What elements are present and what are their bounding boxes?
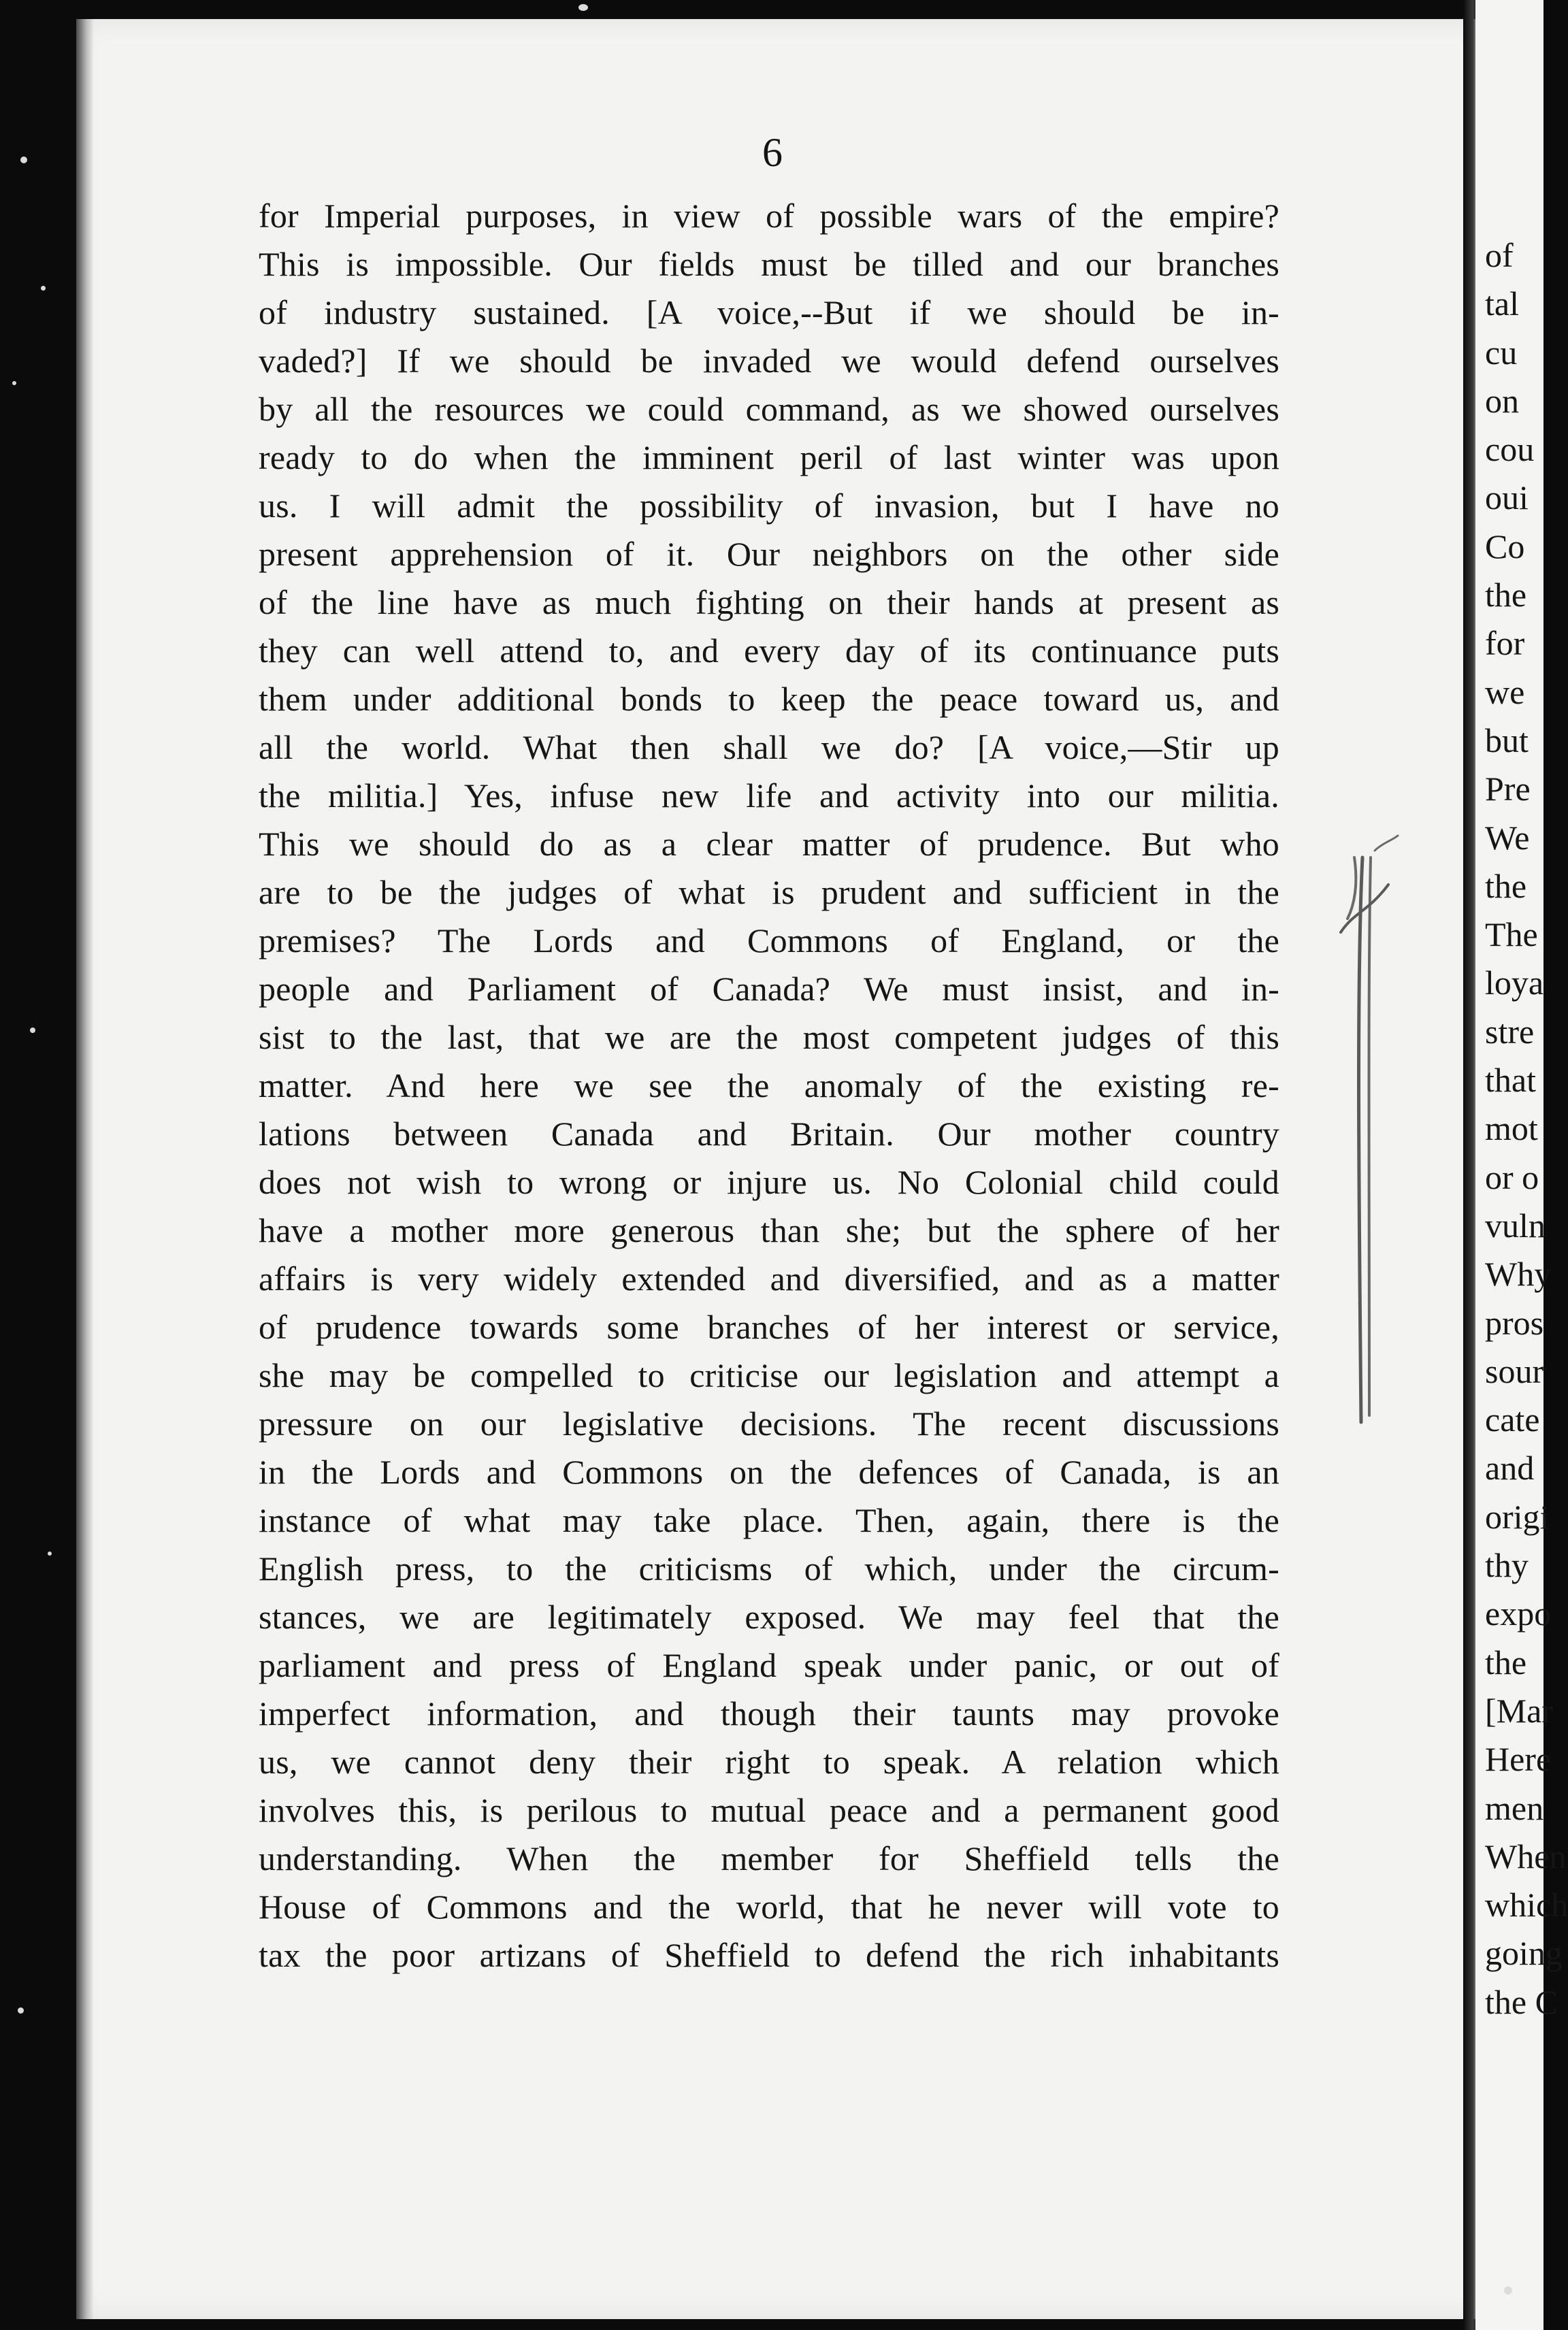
text-line: House of Commons and the world, that he never will vote to — [259, 1888, 1279, 1926]
text-line: This is impossible. Our fields must be tilled and our branches — [259, 245, 1279, 283]
dust-speck — [18, 2007, 24, 2014]
facing-line: the C — [1485, 1982, 1558, 2021]
facing-line: and — [1485, 1449, 1535, 1488]
facing-line: pros — [1485, 1303, 1544, 1342]
text-line: understanding. When the member for Sheffield tells the — [259, 1839, 1279, 1877]
text-line: all the world. What then shall we do? [A voice,—Stir up — [259, 728, 1279, 766]
facing-line: of — [1485, 236, 1514, 274]
facing-line: the — [1485, 866, 1527, 905]
text-line: imperfect information, and though their taunts may provoke — [259, 1694, 1279, 1733]
text-line: sist to the last, that we are the most competent judges of this — [259, 1018, 1279, 1056]
page-binding-shadow — [76, 19, 94, 2319]
text-line: stances, we are legitimately exposed. We may feel that the — [259, 1598, 1279, 1636]
facing-line: Pre — [1485, 770, 1531, 808]
facing-line: When — [1485, 1837, 1567, 1875]
text-line: she may be compelled to criticise our legislation and attempt a — [259, 1356, 1279, 1394]
facing-line: loya — [1485, 964, 1544, 1002]
text-line: they can well attend to, and every day of its continuance puts — [259, 631, 1279, 670]
dust-speck — [1504, 2286, 1512, 2295]
text-line: affairs is very widely extended and diversified, and as a matter — [259, 1260, 1279, 1298]
facing-line: we — [1485, 672, 1525, 711]
facing-line: on — [1485, 381, 1519, 420]
facing-line: but — [1485, 721, 1529, 759]
page-number: 6 — [762, 130, 783, 175]
dust-speck — [20, 157, 27, 163]
text-line: by all the resources we could command, as we showed ourselves — [259, 390, 1279, 428]
text-line: of prudence towards some branches of her interest or service, — [259, 1308, 1279, 1346]
text-line: English press, to the criticisms of which, under the circum- — [259, 1549, 1279, 1588]
text-line: in the Lords and Commons on the defences of Canada, is an — [259, 1453, 1279, 1491]
text-line: for Imperial purposes, in view of possible wars of the empire? — [259, 197, 1279, 235]
facing-line: tal — [1485, 284, 1519, 323]
facing-line: for — [1485, 624, 1525, 663]
text-line: tax the poor artizans of Sheffield to defend the rich inhabitants — [259, 1936, 1279, 1974]
facing-line: the — [1485, 576, 1527, 614]
facing-line: cate — [1485, 1400, 1540, 1439]
text-line: have a mother more generous than she; but the sphere of her — [259, 1211, 1279, 1249]
facing-line: that — [1485, 1061, 1536, 1100]
facing-line: Why — [1485, 1255, 1552, 1294]
text-line: involves this, is perilous to mutual peace and a permanent good — [259, 1791, 1279, 1829]
text-line: us. I will admit the possibility of invasion, but I have no — [259, 487, 1279, 525]
facing-line: which — [1485, 1886, 1568, 1924]
facing-page-text — [1485, 231, 1568, 2027]
facing-line: Co — [1485, 527, 1525, 565]
text-line: vaded?] If we should be invaded we would defend ourselves — [259, 342, 1279, 380]
text-line: the militia.] Yes, infuse new life and activity into our militia. — [259, 776, 1279, 815]
facing-line: Here — [1485, 1740, 1552, 1779]
text-line: are to be the judges of what is prudent and sufficient in the — [259, 873, 1279, 911]
body-text — [259, 192, 1279, 1980]
text-line: them under additional bonds to keep the peace toward us, and — [259, 680, 1279, 718]
facing-line: oui — [1485, 478, 1529, 517]
text-line: This we should do as a clear matter of prudence. But who — [259, 825, 1279, 863]
facing-line: mot — [1485, 1109, 1538, 1148]
facing-line: sour — [1485, 1351, 1544, 1390]
text-line: instance of what may take place. Then, again, there is the — [259, 1501, 1279, 1539]
text-line: of the line have as much fighting on their hands at present as — [259, 583, 1279, 621]
text-line: does not wish to wrong or injure us. No Colonial child could — [259, 1163, 1279, 1201]
facing-line: thy — [1485, 1546, 1529, 1585]
dust-speck — [41, 286, 46, 291]
dust-speck — [578, 4, 588, 11]
text-line: parliament and press of England speak under panic, or out of — [259, 1646, 1279, 1684]
pencil-margin-bracket — [1327, 830, 1409, 1429]
facing-line: [Mar — [1485, 1691, 1553, 1730]
facing-line: origi — [1485, 1497, 1550, 1536]
text-line: us, we cannot deny their right to speak. A relation which — [259, 1743, 1279, 1781]
text-line: ready to do when the imminent peril of last winter was upon — [259, 438, 1279, 476]
facing-line: vuln — [1485, 1206, 1546, 1245]
facing-line: The — [1485, 915, 1538, 954]
dust-speck — [30, 1028, 35, 1033]
facing-line: We — [1485, 818, 1530, 857]
text-line: of industry sustained. [A voice,--But if we should be in- — [259, 293, 1279, 331]
dust-speck — [48, 1552, 52, 1556]
dust-speck — [12, 381, 16, 385]
text-line: matter. And here we see the anomaly of the existing re- — [259, 1066, 1279, 1104]
facing-line: men — [1485, 1788, 1544, 1827]
facing-line: stre — [1485, 1012, 1535, 1051]
facing-line: cu — [1485, 333, 1518, 372]
text-line: premises? The Lords and Commons of England, or the — [259, 921, 1279, 959]
facing-line: expo — [1485, 1594, 1552, 1633]
facing-line: or o — [1485, 1158, 1539, 1196]
text-line: people and Parliament of Canada? We must insist, and in- — [259, 970, 1279, 1008]
text-line: present apprehension of it. Our neighbors on the other side — [259, 535, 1279, 573]
facing-line: cou — [1485, 430, 1535, 469]
facing-line: going — [1485, 1934, 1563, 1973]
text-line: lations between Canada and Britain. Our mother country — [259, 1115, 1279, 1153]
text-line: pressure on our legislative decisions. The recent discussions — [259, 1405, 1279, 1443]
facing-line: the — [1485, 1643, 1527, 1681]
